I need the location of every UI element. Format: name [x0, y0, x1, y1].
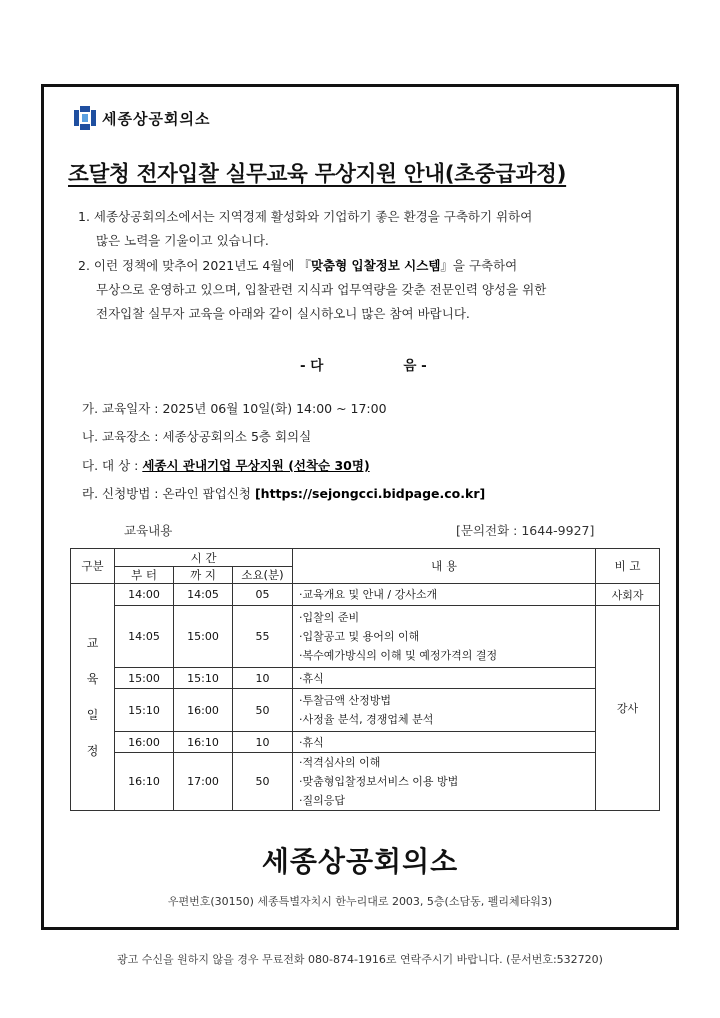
contact-phone: [문의전화 : 1644-9927] [456, 523, 595, 538]
note-mc: 사회자 [596, 584, 660, 606]
intro-p2-line1: 2. 이런 정책에 맞추어 2021년도 4월에 『맞춤형 입찰정보 시스템』을 구축하여 [78, 258, 518, 273]
intro-paragraph-1 [78, 205, 532, 253]
schedule-table [70, 548, 660, 811]
ad-notice: 광고 수신을 원하지 않을 경우 무료전화 080-874-1916로 연락주시기 바랍니다. (문서번호:532720) [117, 953, 603, 966]
intro-p1-line2: 많은 노력을 기울이고 있습니다. [96, 233, 269, 248]
table-row: 15:10 16:00 50 ·투찰금액 산정방법 ·사정율 분석, 경쟁업체 분석 [71, 689, 660, 732]
header-start: 부 터 [115, 567, 174, 584]
footer-address: 우편번호(30150) 세종특별자치시 한누리대로 2003, 5층(소담동, 펠리체타워3) [167, 895, 553, 908]
table-row: 15:00 15:10 10 ·휴식 [71, 668, 660, 689]
header-content: 내 용 [293, 549, 596, 584]
schedule-label: 교육내용 [124, 523, 173, 538]
intro-paragraph-2 [78, 254, 546, 326]
header-time: 시 간 [115, 549, 293, 567]
header-note: 비 고 [596, 549, 660, 584]
footer-org-name: 세종상공회의소 [261, 845, 459, 878]
table-row: 16:00 16:10 10 ·휴식 [71, 732, 660, 753]
detail-date: 가. 교육일자 : 2025년 06월 10일(화) 14:00 ~ 17:00 [82, 401, 387, 416]
system-name: 맞춤형 입찰정보 시스템 [310, 258, 441, 273]
table-row: 16:10 17:00 50 ·적격심사의 이해 ·맞춤형입찰정보서비스 이용 방법 ·질의응답 [71, 753, 660, 811]
target-value: 세종시 관내기업 무상지원 (선착순 30명) [142, 458, 370, 473]
apply-url-link[interactable]: [https://sejongcci.bidpage.co.kr] [254, 486, 486, 501]
note-lecturer: 강사 [596, 606, 660, 811]
detail-target: 다. 대 상 : 세종시 관내기업 무상지원 (선착순 30명) [82, 458, 370, 473]
header-category: 구분 [71, 549, 115, 584]
detail-apply: 라. 신청방법 : 온라인 팝업신청 [https://sejongcci.bidpage.co.kr] [82, 486, 486, 501]
document-title: 조달청 전자입찰 실무교육 무상지원 안내(초중급과정) [68, 162, 567, 187]
header-end: 까 지 [174, 567, 233, 584]
intro-p2-line2: 무상으로 운영하고 있으며, 입찰관련 지식과 업무역량을 갖춘 전문인력 양성을 위한 [96, 282, 547, 297]
table-row: 교 육 일 정 14:00 14:05 05 ·교육개요 및 안내 / 강사소개 사회자 [71, 584, 660, 606]
table-row: 14:05 15:00 55 ·입찰의 준비 ·입찰공고 및 용어의 이해 ·복수예가방식의 이해 및 예정가격의 결정 강사 [71, 606, 660, 668]
da-heading: - 다 음 - [300, 358, 427, 374]
chamber-logo-icon [74, 106, 96, 130]
category-cell: 교 육 일 정 [71, 584, 115, 811]
header-duration: 소요(분) [233, 567, 293, 584]
intro-p1-line1: 1. 세종상공회의소에서는 지역경제 활성화와 기업하기 좋은 환경을 구축하기 위하여 [78, 209, 533, 224]
header-logo [74, 106, 210, 130]
detail-place: 나. 교육장소 : 세종상공회의소 5층 회의실 [82, 429, 312, 444]
logo-org-name: 세종상공회의소 [102, 109, 211, 128]
intro-p2-line3: 전자입찰 실무자 교육을 아래와 같이 실시하오니 많은 참여 바랍니다. [96, 306, 470, 321]
